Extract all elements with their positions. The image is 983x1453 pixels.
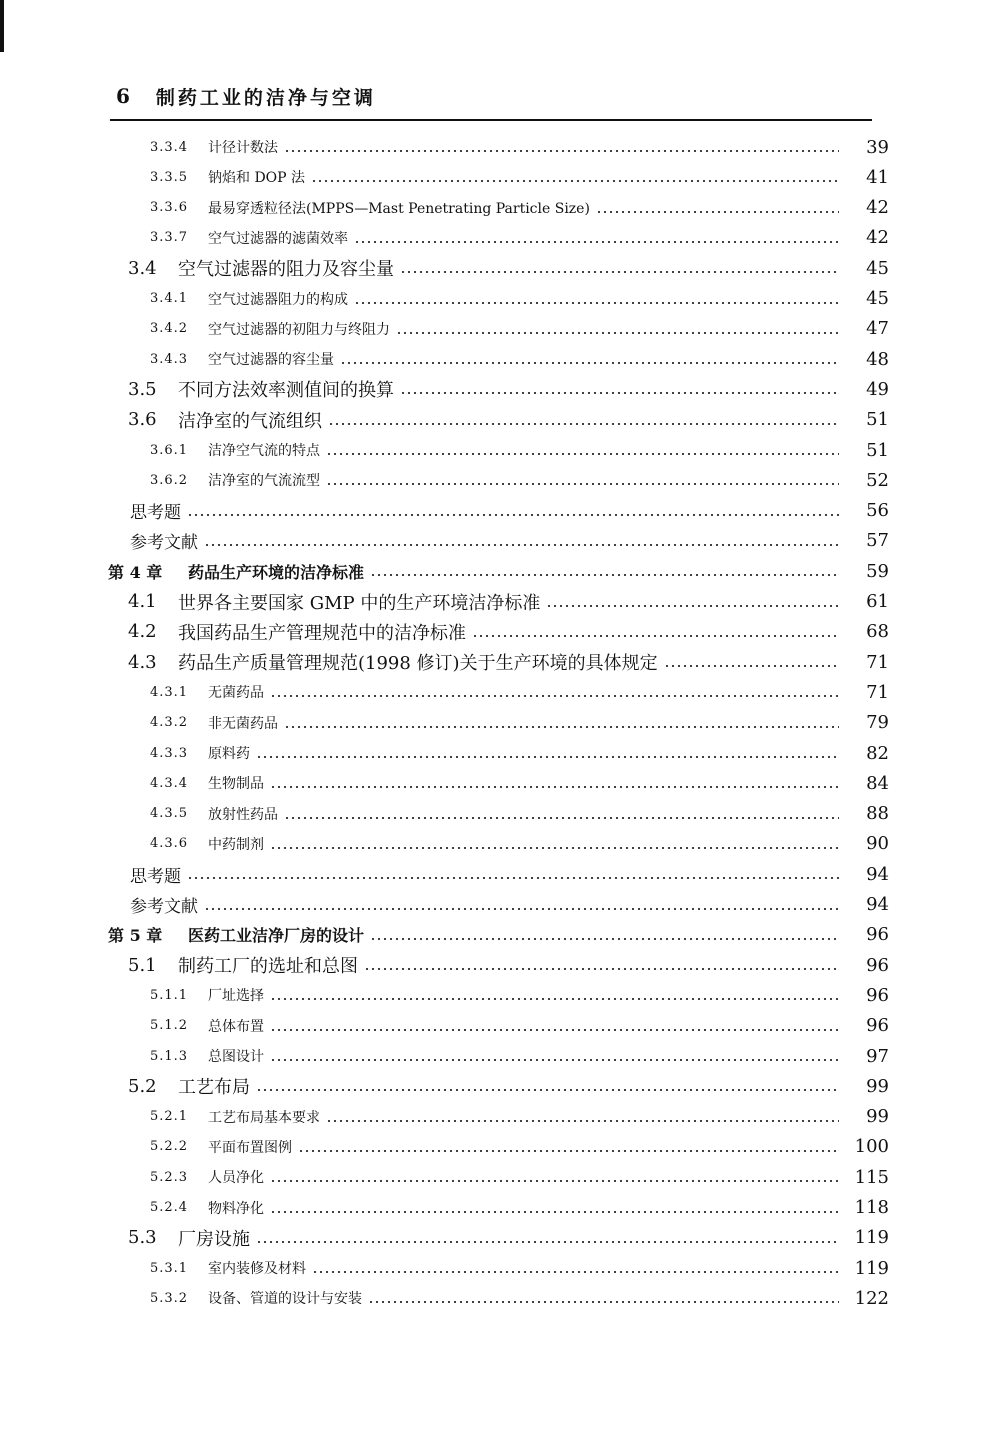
- toc-entry: [0, 1041, 983, 1071]
- toc-entry-title: 空气过滤器的初阻力与终阻力: [208, 321, 390, 338]
- dot-leader: [270, 847, 839, 849]
- dot-leader: [400, 392, 839, 394]
- dot-leader: [354, 241, 839, 243]
- toc-entry-page: 97: [866, 1045, 889, 1067]
- toc-entry-number: 3.5: [128, 378, 157, 400]
- toc-entry-page: 59: [866, 560, 889, 582]
- toc-entry-title: 放射性药品: [208, 806, 278, 823]
- dot-leader: [284, 817, 839, 819]
- toc-entry-number: 5.2.1: [150, 1109, 189, 1125]
- toc-entry-title: 工艺布局基本要求: [208, 1109, 320, 1126]
- dot-leader: [354, 302, 839, 304]
- toc-entry: [0, 526, 983, 556]
- toc-entry-title: 中药制剂: [208, 836, 264, 853]
- toc-entry-page: 71: [866, 651, 889, 673]
- dot-leader: [312, 1271, 839, 1273]
- toc-entry-title: 空气过滤器阻力的构成: [208, 291, 348, 308]
- toc-entry: [0, 162, 983, 192]
- toc-entry-title: 厂房设施: [178, 1228, 250, 1250]
- toc-chapter-entry: [0, 556, 983, 586]
- running-header: [116, 78, 870, 114]
- toc-entry-title: 药品生产质量管理规范(1998 修订)关于生产环境的具体规定: [178, 653, 658, 675]
- toc-entry-title: 工艺布局: [178, 1077, 250, 1099]
- toc-entry-number: 5.2.2: [150, 1139, 189, 1155]
- toc-chapter-entry: [0, 920, 983, 950]
- toc-entry-page: 84: [866, 772, 889, 794]
- toc-entry-title: 空气过滤器的容尘量: [208, 352, 334, 369]
- toc-entry: [0, 829, 983, 859]
- dot-leader: [664, 665, 839, 667]
- toc-entry-page: 94: [866, 863, 889, 885]
- toc-entry: [0, 496, 983, 526]
- toc-entry-page: 100: [854, 1136, 889, 1158]
- toc-entry-number: 3.6.1: [150, 442, 189, 458]
- toc-entry-title: 生物制品: [208, 776, 264, 793]
- toc-entry-number: 3.4.3: [150, 351, 189, 367]
- dot-leader: [270, 695, 839, 697]
- toc-entry-title: 平面布置图例: [208, 1139, 292, 1156]
- toc-entry-number: 5.1.3: [150, 1048, 189, 1064]
- toc-entry-number: 3.3.5: [150, 169, 189, 185]
- toc-entry-page: 42: [866, 227, 889, 249]
- dot-leader: [270, 1029, 839, 1031]
- dot-leader: [270, 1211, 839, 1213]
- toc-entry-page: 119: [854, 1227, 889, 1249]
- toc-entry-title: 空气过滤器的阻力及容尘量: [178, 259, 394, 281]
- dot-leader: [328, 423, 839, 425]
- toc-entry: [0, 1011, 983, 1041]
- toc-entry-page: 49: [866, 378, 889, 400]
- toc-entry: [0, 435, 983, 465]
- toc-entry: [0, 132, 983, 162]
- toc-entry-page: 45: [866, 288, 889, 309]
- dot-leader: [256, 756, 839, 758]
- toc-entry-title: 制药工厂的选址和总图: [178, 956, 358, 978]
- dot-leader: [364, 968, 839, 970]
- toc-entry-number: 4.3.5: [150, 806, 189, 822]
- toc-entry: [0, 314, 983, 344]
- toc-entry: [0, 193, 983, 223]
- toc-entry-title: 不同方法效率测值间的换算: [178, 380, 394, 402]
- header-rule: [110, 119, 872, 121]
- toc-entry-number: 第 4 章: [108, 562, 163, 582]
- toc-entry: [0, 284, 983, 314]
- toc-entry-title: 思考题: [130, 503, 181, 524]
- toc-entry-number: 4.1: [128, 591, 157, 612]
- toc-entry-title: 世界各主要国家 GMP 中的生产环境洁净标准: [178, 592, 541, 614]
- toc-entry-page: 99: [866, 1106, 889, 1128]
- toc-entry-number: 5.2: [128, 1075, 157, 1097]
- toc-entry-title: 思考题: [130, 866, 181, 887]
- toc-entry: [0, 465, 983, 495]
- toc-entry: [0, 1102, 983, 1132]
- toc-entry-number: 5.1.2: [150, 1018, 189, 1034]
- toc-entry-page: 122: [854, 1287, 889, 1309]
- dot-leader: [596, 211, 839, 213]
- toc-entry-number: 4.2: [128, 621, 157, 643]
- toc-entry-number: 3.4.1: [150, 291, 189, 306]
- toc-entry-page: 115: [854, 1166, 889, 1188]
- toc-entry-page: 48: [866, 348, 889, 370]
- toc-entry-number: 5.2.4: [150, 1200, 189, 1215]
- toc-entry-page: 88: [866, 803, 889, 825]
- toc-entry-title: 无菌药品: [208, 685, 264, 702]
- toc-entry-page: 52: [866, 469, 889, 491]
- toc-entry-title: 室内装修及材料: [208, 1261, 306, 1278]
- toc-entry-number: 3.3.6: [150, 200, 189, 216]
- toc-entry-page: 118: [854, 1197, 889, 1218]
- toc-entry-number: 3.6: [128, 409, 157, 431]
- dot-leader: [370, 574, 839, 576]
- toc-entry-number: 3.3.4: [150, 139, 189, 155]
- toc-entry: [0, 1071, 983, 1101]
- toc-entry-page: 51: [866, 439, 889, 461]
- toc-entry: [0, 1193, 983, 1223]
- toc-entry-title: 洁净室的气流组织: [178, 410, 322, 432]
- toc-entry-page: 45: [866, 257, 889, 279]
- toc-entry: [0, 1253, 983, 1283]
- toc-entry-page: 90: [866, 833, 889, 855]
- dot-leader: [472, 635, 839, 637]
- dot-leader: [270, 1059, 839, 1061]
- toc-entry-number: 第 5 章: [108, 926, 163, 946]
- toc-entry-title: 洁净室的气流流型: [208, 473, 320, 490]
- dot-leader: [256, 1089, 839, 1091]
- toc-entry-page: 96: [866, 924, 889, 946]
- toc-entry: [0, 950, 983, 980]
- toc-entry-number: 4.3: [128, 651, 157, 673]
- dot-leader: [368, 1301, 839, 1303]
- dot-leader: [396, 332, 839, 334]
- dot-leader: [326, 483, 839, 485]
- toc-entry-number: 4.3.1: [150, 684, 189, 700]
- toc-entry-page: 96: [866, 954, 889, 976]
- toc-entry: [0, 768, 983, 798]
- dot-leader: [546, 605, 839, 607]
- toc-entry: [0, 253, 983, 283]
- toc-entry-page: 96: [866, 1015, 889, 1037]
- toc-entry-page: 68: [866, 621, 889, 643]
- toc-entry-number: 5.1.1: [150, 987, 189, 1003]
- page-edge-mark: [0, 0, 4, 52]
- toc-entry-number: 5.2.3: [150, 1169, 189, 1185]
- toc-entry: [0, 708, 983, 738]
- toc-entry-title: 总体布置: [208, 1018, 264, 1035]
- toc-entry-page: 94: [866, 894, 889, 915]
- toc-entry-title: 设备、管道的设计与安装: [208, 1291, 362, 1308]
- toc-entry-page: 39: [866, 136, 889, 158]
- toc-entry-title: 空气过滤器的滤菌效率: [208, 230, 348, 247]
- toc-entry-title: 原料药: [208, 746, 250, 762]
- toc-entry-page: 51: [866, 409, 889, 431]
- toc-entry-title: 非无菌药品: [208, 715, 278, 732]
- dot-leader: [256, 1241, 839, 1243]
- toc-entry-page: 61: [866, 591, 889, 612]
- dot-leader: [326, 453, 839, 455]
- toc-entry: [0, 617, 983, 647]
- dot-leader: [270, 1180, 839, 1182]
- dot-leader: [340, 362, 839, 364]
- toc-entry: [0, 677, 983, 707]
- book-title: 制药工业的洁净与空调: [155, 86, 376, 109]
- toc-entry-page: 57: [866, 530, 889, 552]
- toc-entry-page: 47: [866, 318, 889, 340]
- dot-leader: [270, 998, 839, 1000]
- toc-entry-number: 3.4: [128, 257, 157, 279]
- toc-entry-number: 5.3: [128, 1227, 157, 1249]
- toc-entry-number: 4.3.6: [150, 836, 189, 852]
- toc-entry-page: 96: [866, 984, 889, 1006]
- toc-entry-title: 我国药品生产管理规范中的洁净标准: [178, 622, 466, 644]
- toc-entry-title: 医药工业洁净厂房的设计: [188, 926, 365, 946]
- toc-entry-title: 洁净空气流的特点: [208, 443, 320, 459]
- toc-entry-title: 最易穿透粒径法(MPPS—Mast Penetrating Particle Size): [208, 200, 590, 217]
- toc-entry-number: 3.6.2: [150, 472, 189, 488]
- dot-leader: [187, 514, 839, 516]
- dot-leader: [326, 1120, 839, 1122]
- toc-entry: [0, 1132, 983, 1162]
- toc-entry: [0, 1223, 983, 1253]
- toc-entry: [0, 647, 983, 677]
- table-of-contents: [0, 128, 983, 1308]
- dot-leader: [270, 786, 839, 788]
- toc-entry-title: 人员净化: [208, 1170, 264, 1187]
- toc-entry-page: 41: [866, 166, 889, 188]
- dot-leader: [298, 1150, 839, 1152]
- toc-entry-title: 计径计数法: [208, 140, 278, 156]
- toc-entry-page: 56: [866, 500, 889, 522]
- toc-entry-page: 71: [866, 681, 889, 703]
- toc-entry-number: 5.3.1: [150, 1260, 189, 1276]
- toc-entry-title: 钠焰和 DOP 法: [208, 170, 306, 187]
- toc-entry-number: 4.3.2: [150, 715, 189, 731]
- toc-entry-number: 5.1: [128, 954, 157, 976]
- toc-entry-title: 药品生产环境的洁净标准: [188, 562, 365, 582]
- dot-leader: [204, 908, 839, 910]
- toc-entry-title: 参考文献: [130, 897, 198, 917]
- toc-entry-number: 3.4.2: [150, 321, 189, 337]
- page-number: 6: [116, 84, 130, 108]
- toc-entry: [0, 1162, 983, 1192]
- toc-entry: [0, 223, 983, 253]
- dot-leader: [284, 150, 839, 152]
- toc-entry: [0, 799, 983, 829]
- dot-leader: [204, 544, 839, 546]
- toc-entry: [0, 587, 983, 617]
- toc-entry-number: 5.3.2: [150, 1290, 189, 1306]
- toc-entry: [0, 980, 983, 1010]
- toc-entry-title: 厂址选择: [208, 988, 264, 1005]
- toc-entry-title: 参考文献: [130, 533, 198, 554]
- toc-entry-number: 3.3.7: [150, 230, 189, 246]
- toc-entry-page: 42: [866, 197, 889, 219]
- toc-entry-page: 82: [866, 742, 889, 764]
- toc-entry: [0, 405, 983, 435]
- toc-entry: [0, 344, 983, 374]
- toc-entry: [0, 374, 983, 404]
- toc-entry-page: 99: [866, 1075, 889, 1097]
- dot-leader: [284, 726, 839, 728]
- toc-entry-title: 总图设计: [208, 1049, 264, 1065]
- dot-leader: [400, 271, 839, 273]
- toc-entry: [0, 859, 983, 889]
- toc-entry: [0, 1283, 983, 1313]
- toc-entry-title: 物料净化: [208, 1200, 264, 1217]
- dot-leader: [311, 180, 839, 182]
- toc-entry: [0, 738, 983, 768]
- toc-entry-page: 119: [854, 1257, 889, 1279]
- dot-leader: [370, 938, 839, 940]
- toc-entry-number: 4.3.4: [150, 775, 189, 791]
- toc-entry-number: 4.3.3: [150, 745, 189, 761]
- toc-entry: [0, 890, 983, 920]
- toc-entry-page: 79: [866, 712, 889, 734]
- dot-leader: [187, 877, 839, 879]
